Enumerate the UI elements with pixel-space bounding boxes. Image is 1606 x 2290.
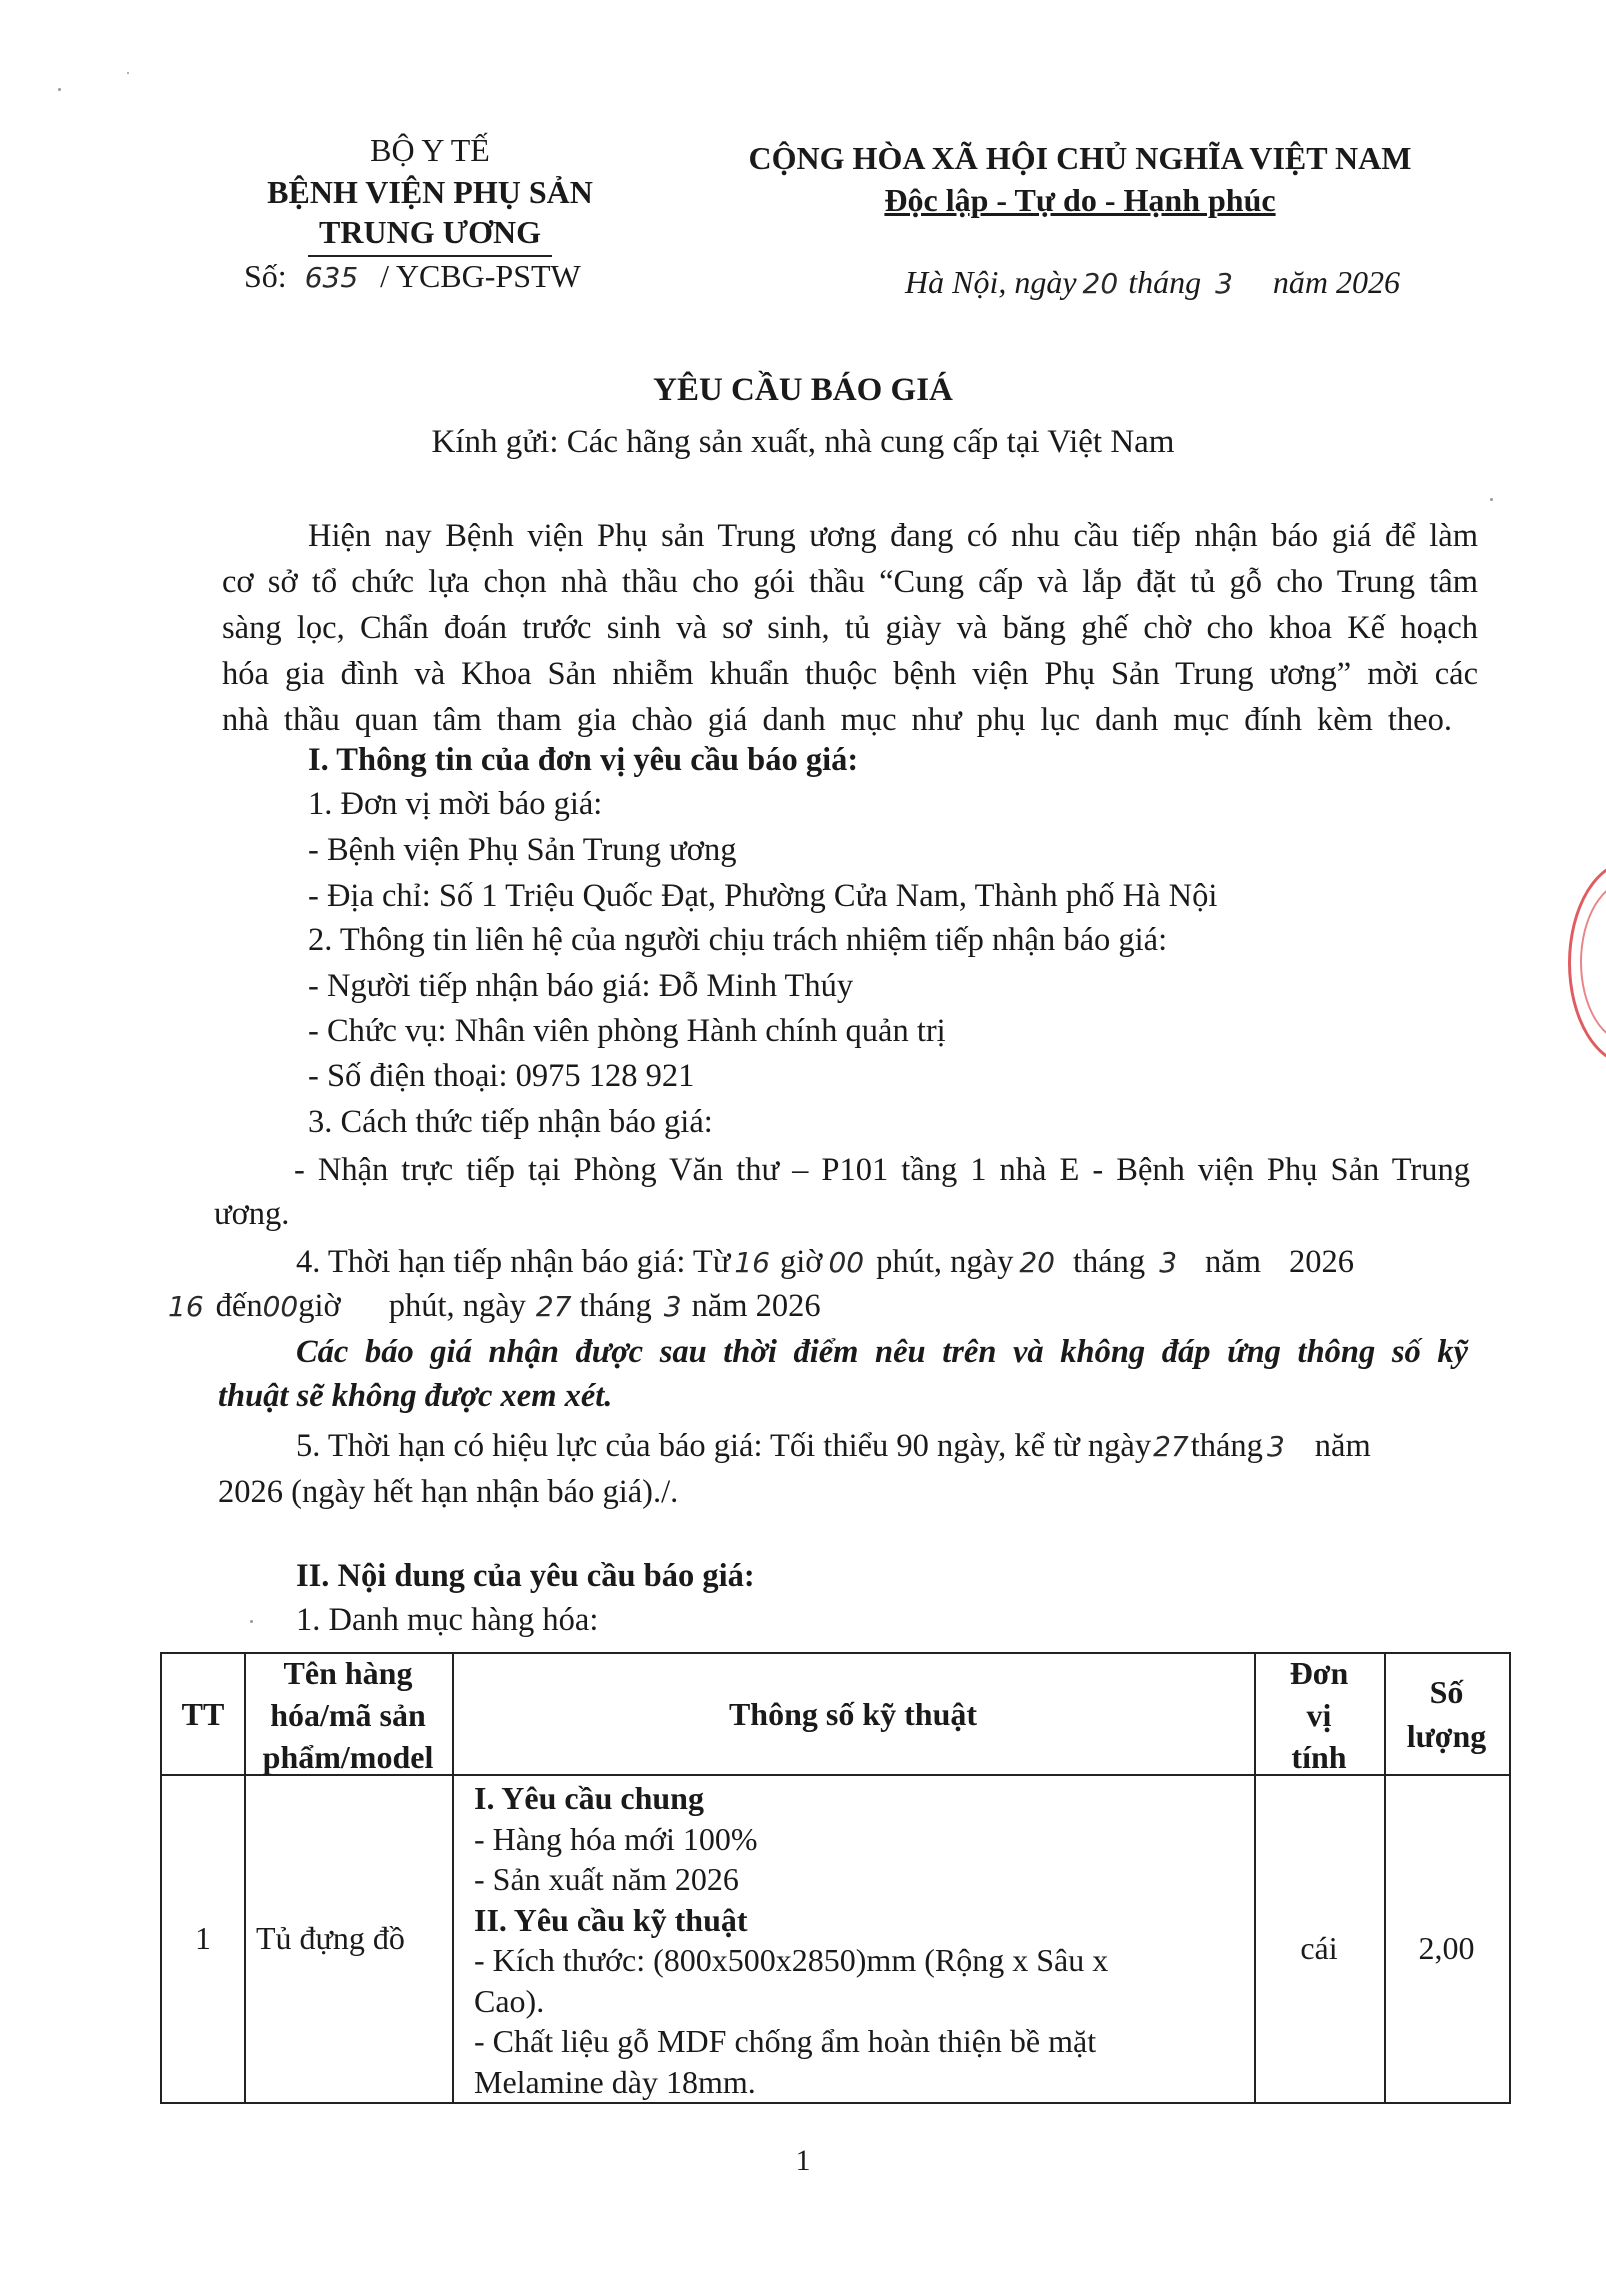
row-spec xyxy=(474,1778,1108,2102)
validity-day-handwritten: 27 xyxy=(1153,1430,1189,1463)
rejection-note-line2: thuật sẽ không được xem xét. xyxy=(218,1378,613,1414)
section1-line: - Số điện thoại: 0975 128 921 xyxy=(308,1058,695,1094)
receipt-hour-handwritten: 16 xyxy=(734,1246,770,1279)
intro-line: nhà thầu quan tâm tham gia chào giá danh mục như phụ lục danh mục đính kèm theo. xyxy=(222,702,1452,738)
receipt-end-minute-handwritten: 00 xyxy=(262,1290,299,1323)
receipt-period-text: năm 2026 xyxy=(691,1288,821,1324)
row-qty: 2,00 xyxy=(1418,1930,1475,1966)
receipt-period-line1 xyxy=(296,1244,1354,1281)
receipt-period-text: giờ xyxy=(780,1244,823,1280)
intro-line: cơ sở tổ chức lựa chọn nhà thầu cho gói thầu “Cung cấp và lắp đặt tủ gỗ cho Trung tâm xyxy=(222,564,1478,600)
header-qty-line: Số xyxy=(1429,1674,1464,1710)
header-qty-line: lượng xyxy=(1406,1718,1487,1754)
header-name-line: phẩm/model xyxy=(262,1739,434,1775)
validity-text: tháng xyxy=(1190,1428,1263,1464)
receipt-period-text: phút, ngày xyxy=(876,1244,1014,1280)
section1-line: 3. Cách thức tiếp nhận báo giá: xyxy=(308,1104,713,1140)
page-number: 1 xyxy=(795,2144,811,2177)
receipt-period-text: giờ xyxy=(298,1288,341,1324)
section1-line: - Địa chỉ: Số 1 Triệu Quốc Đạt, Phường Cửa Nam, Thành phố Hà Nội xyxy=(308,878,1218,914)
intro-line: sàng lọc, Chẩn đoán trước sinh và sơ sinh, tủ giày và băng ghế chờ cho khoa Kế hoạch xyxy=(222,610,1478,646)
receipt-minute-handwritten: 00 xyxy=(828,1246,865,1279)
header-unit-line: Đơn xyxy=(1289,1655,1349,1691)
receipt-end-hour-handwritten: 16 xyxy=(168,1290,204,1323)
section1-line: ương. xyxy=(214,1196,290,1232)
header-spec: Thông số kỹ thuật xyxy=(728,1696,978,1732)
receipt-day-handwritten: 20 xyxy=(1019,1246,1055,1279)
section2-subheading: 1. Danh mục hàng hóa: xyxy=(296,1602,599,1638)
scan-speck xyxy=(250,1620,253,1623)
validity-month-handwritten: 3 xyxy=(1266,1430,1285,1463)
row-tt: 1 xyxy=(195,1920,211,1956)
header-name-line: hóa/mã sản xyxy=(270,1697,426,1733)
spec-line: Cao). xyxy=(474,1982,545,2019)
section1-line: 1. Đơn vị mời báo giá: xyxy=(308,786,603,822)
receipt-month-handwritten: 3 xyxy=(1159,1246,1178,1279)
date-year: năm 2026 xyxy=(1272,264,1401,300)
document-title: YÊU CẦU BÁO GIÁ xyxy=(653,372,953,408)
section1-line: - Người tiếp nhận báo giá: Đỗ Minh Thúy xyxy=(308,968,854,1004)
receipt-period-text: tháng xyxy=(579,1288,652,1324)
intro-line: hóa gia đình và Khoa Sản nhiễm khuẩn thuộc bệnh viện Phụ Sản Trung ương” mời các xyxy=(222,656,1478,692)
spec-line: I. Yêu cầu chung xyxy=(474,1780,704,1816)
receipt-end-day-handwritten: 27 xyxy=(535,1290,572,1323)
section1-heading: I. Thông tin của đơn vị yêu cầu báo giá: xyxy=(308,742,859,778)
section1-line: - Nhận trực tiếp tại Phòng Văn thư – P101 tầng 1 nhà E - Bệnh viện Phụ Sản Trung xyxy=(294,1152,1470,1188)
document-number-handwritten: 635 xyxy=(304,261,359,294)
section1-line: 2. Thông tin liên hệ của người chịu trách nhiệm tiếp nhận báo giá: xyxy=(308,922,1168,958)
receipt-period-text: phút, ngày xyxy=(388,1288,526,1324)
hospital-name-underline xyxy=(308,255,552,257)
document-number xyxy=(244,258,581,295)
row-unit: cái xyxy=(1300,1930,1338,1966)
spec-line: - Kích thước: (800x500x2850)mm (Rộng x Sâu x xyxy=(474,1942,1109,1978)
header-name xyxy=(244,1652,452,1778)
validity-line2: 2026 (ngày hết hạn nhận báo giá)./. xyxy=(218,1474,679,1510)
receipt-period-text: tháng xyxy=(1072,1244,1146,1280)
document-date xyxy=(905,264,1400,301)
validity-line1 xyxy=(296,1428,1371,1465)
header-name-line: Tên hàng xyxy=(283,1655,413,1691)
scan-speck xyxy=(58,88,61,91)
national-title: CỘNG HÒA XÃ HỘI CHỦ NGHĨA VIỆT NAM xyxy=(748,140,1412,176)
receipt-period-line2 xyxy=(168,1288,821,1325)
section1-line: - Chức vụ: Nhân viên phòng Hành chính quản trị xyxy=(308,1013,946,1049)
spec-line: - Sản xuất năm 2026 xyxy=(474,1861,739,1897)
document-number-suffix: / YCBG-PSTW xyxy=(380,258,581,294)
date-city: Hà Nội, ngày xyxy=(905,264,1077,300)
ministry-name: BỘ Y TẾ xyxy=(370,132,490,168)
date-month-handwritten: 3 xyxy=(1215,267,1233,300)
hospital-name-line1: BỆNH VIỆN PHỤ SẢN xyxy=(267,174,593,210)
validity-text: năm xyxy=(1314,1428,1371,1464)
hospital-name-line2: TRUNG ƯƠNG xyxy=(319,214,541,250)
spec-line: Melamine dày 18mm. xyxy=(474,2063,756,2100)
row-name: Tủ đựng đồ xyxy=(256,1920,405,1956)
national-motto: Độc lập - Tự do - Hạnh phúc xyxy=(884,182,1276,218)
section1-line: - Bệnh viện Phụ Sản Trung ương xyxy=(308,832,737,868)
receipt-end-month-handwritten: 3 xyxy=(663,1290,682,1323)
spec-line: - Hàng hóa mới 100% xyxy=(474,1820,758,1857)
header-unit-line: tính xyxy=(1291,1739,1347,1775)
scan-speck xyxy=(127,72,129,74)
receipt-period-text: 4. Thời hạn tiếp nhận báo giá: Từ xyxy=(296,1244,731,1280)
date-month-label: tháng xyxy=(1128,264,1202,300)
receipt-year: 2026 xyxy=(1288,1244,1354,1280)
header-tt: TT xyxy=(181,1696,225,1732)
section2-heading: II. Nội dung của yêu cầu báo giá: xyxy=(296,1558,755,1594)
receipt-period-text: đến xyxy=(215,1288,263,1324)
spec-line: II. Yêu cầu kỹ thuật xyxy=(474,1901,748,1938)
date-day-handwritten: 20 xyxy=(1082,267,1119,300)
receipt-period-text: năm xyxy=(1205,1244,1261,1280)
recipient-line: Kính gửi: Các hãng sản xuất, nhà cung cấp tại Việt Nam xyxy=(431,424,1175,460)
document-number-prefix: Số: xyxy=(244,258,287,294)
header-unit-line: vị xyxy=(1306,1697,1332,1733)
spec-line: - Chất liệu gỗ MDF chống ẩm hoàn thiện bề mặt xyxy=(474,2023,1097,2059)
goods-table xyxy=(160,1652,1511,2104)
header-qty xyxy=(1384,1670,1509,1758)
intro-line: Hiện nay Bệnh viện Phụ sản Trung ương đang có nhu cầu tiếp nhận báo giá để làm xyxy=(308,518,1478,554)
rejection-note-line1: Các báo giá nhận được sau thời điểm nêu trên và không đáp ứng thông số kỹ xyxy=(296,1334,1468,1370)
header-unit xyxy=(1254,1652,1384,1778)
validity-text: 5. Thời hạn có hiệu lực của báo giá: Tối thiểu 90 ngày, kể từ ngày xyxy=(296,1428,1152,1464)
scan-speck xyxy=(1490,498,1493,501)
